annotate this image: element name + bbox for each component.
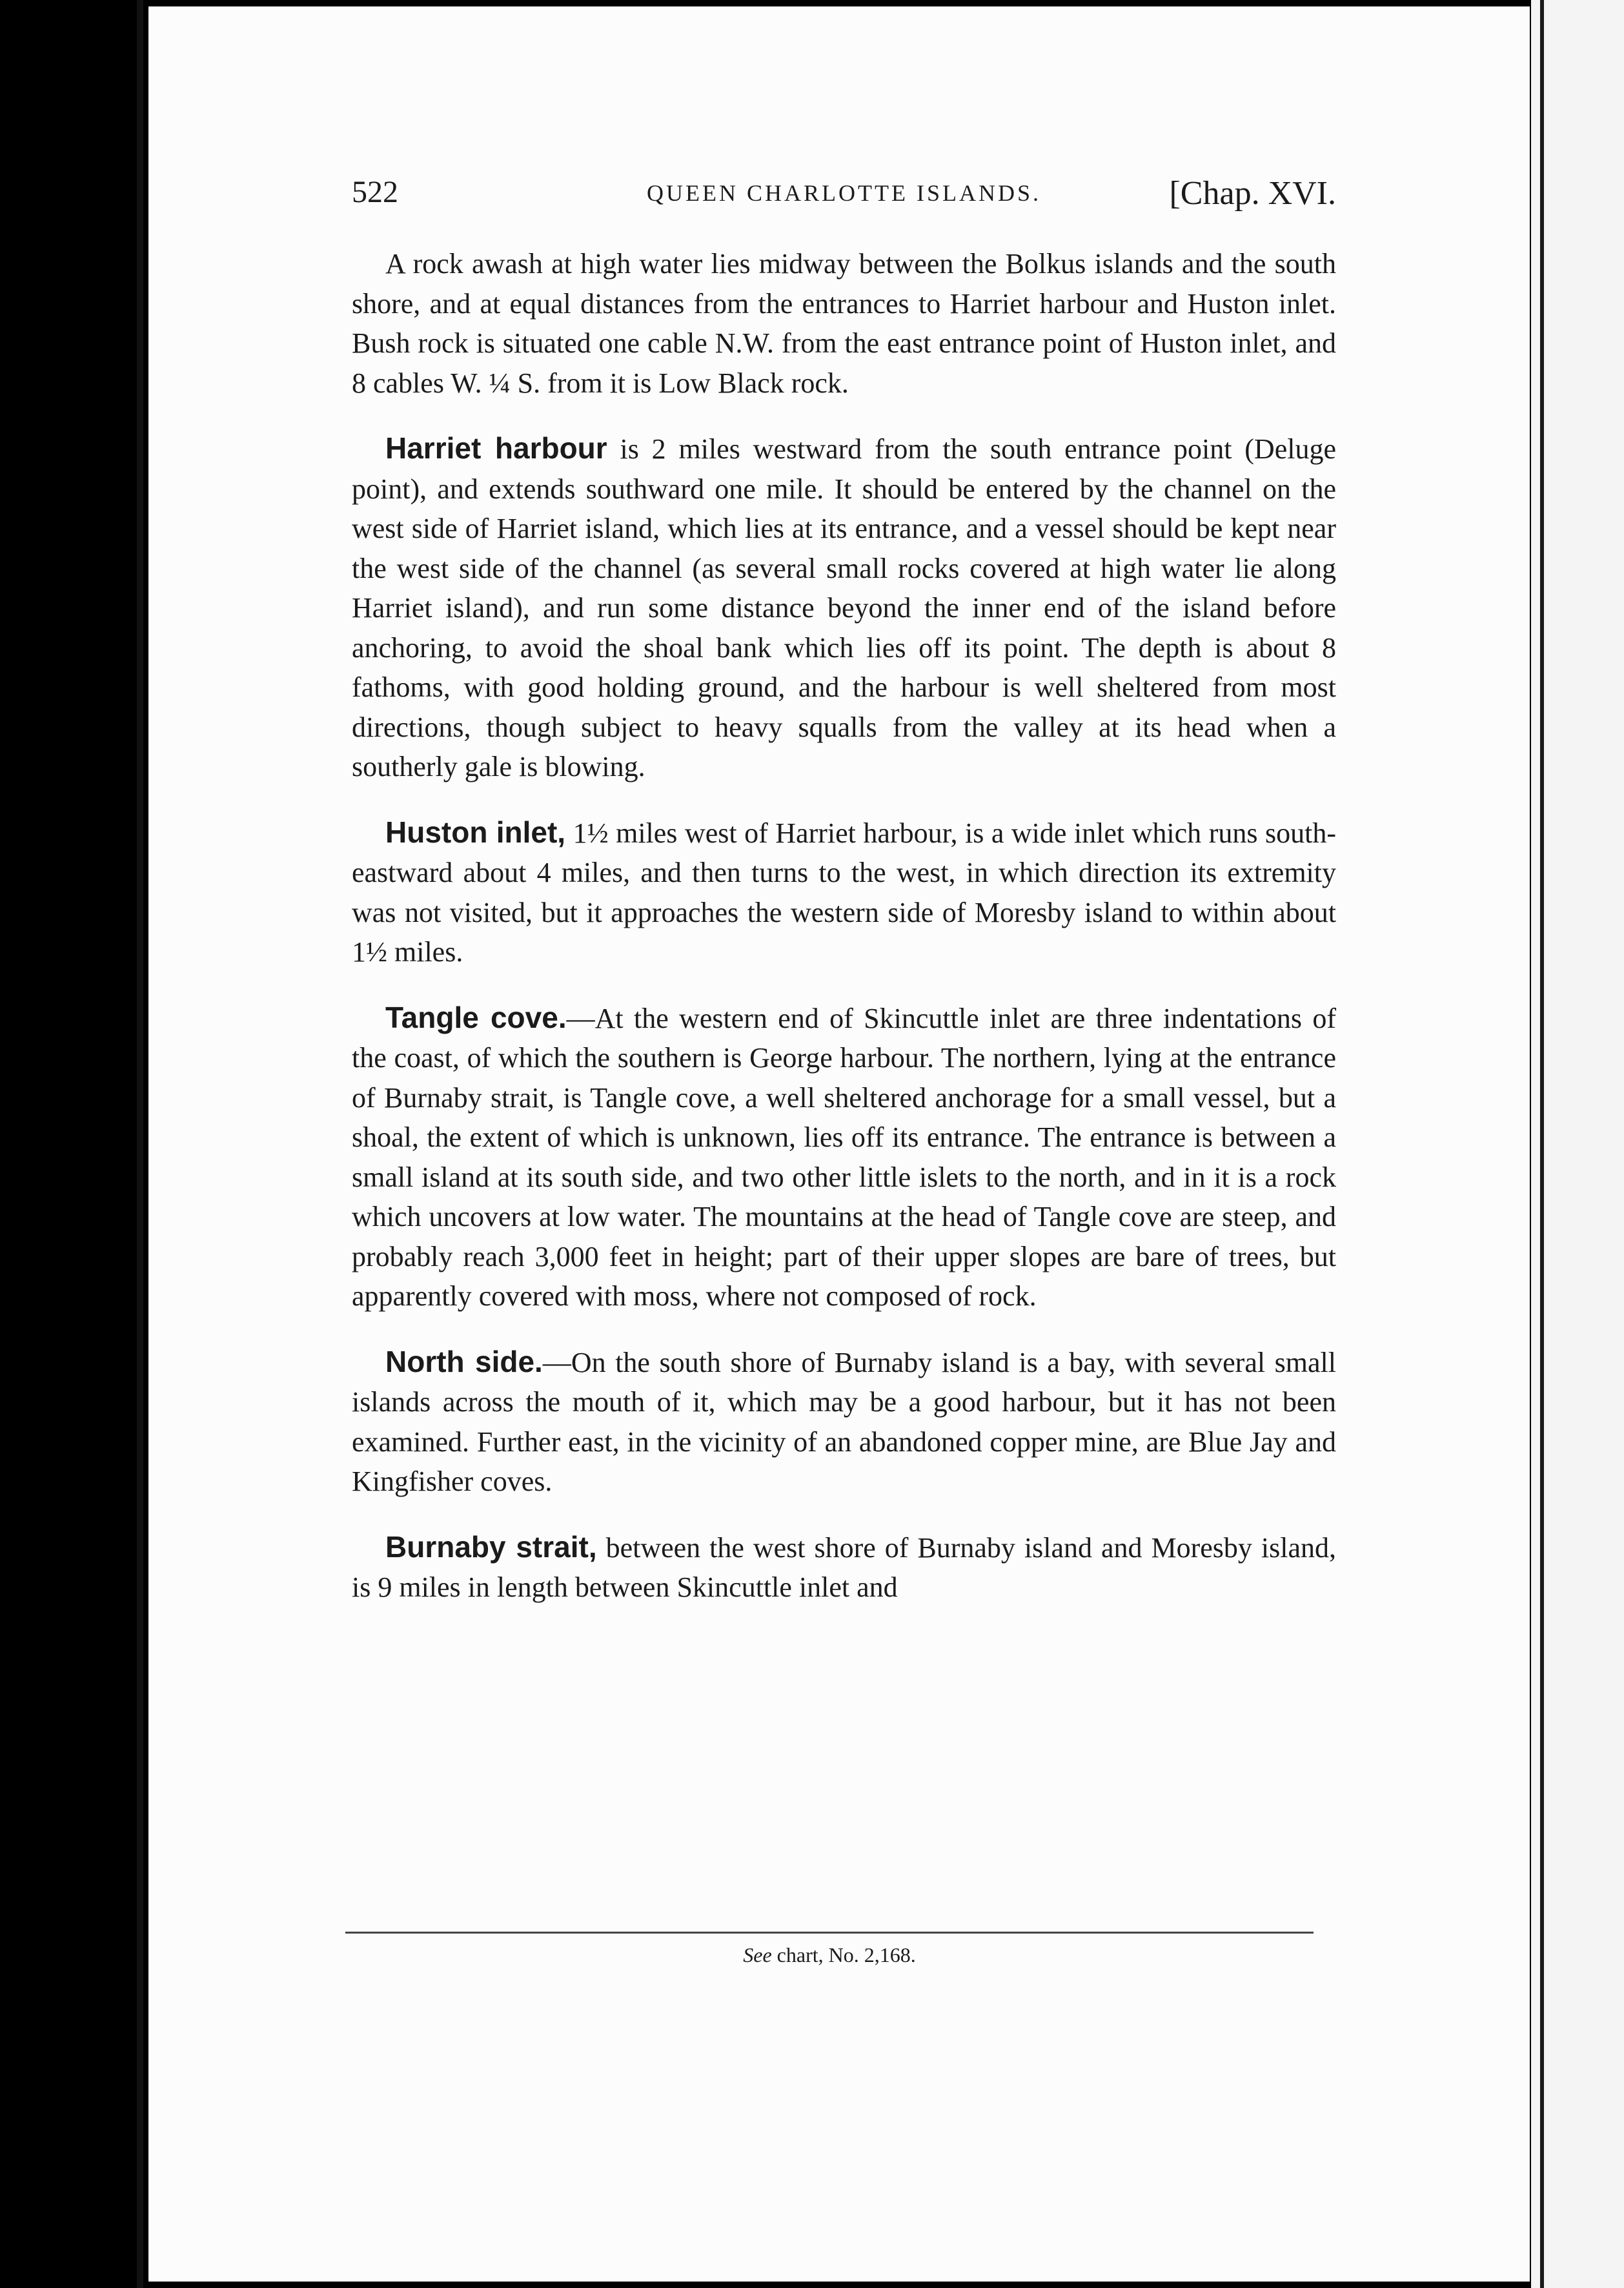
running-head: [352, 174, 1336, 220]
binding-shadow: [137, 0, 143, 2288]
paragraph-text: —On the south shore of Burnaby island is a bay, with several small islands across the mouth of it, which may be a good harbour, but it has not been examined. Further east, in the vicinity of an abandoned copper mine, are Blue Jay and Kingfisher coves.: [352, 1346, 1336, 1497]
text-column: [352, 174, 1336, 1608]
paragraph-burnaby-strait: [352, 1527, 1336, 1608]
paragraph-text: A rock awash at high water lies midway between the Bolkus islands and the south shore, and at equal distances from the entrances to Harriet harbour and Huston inlet. Bush rock is situated one cable N.W. from the east entrance point of Huston inlet, and 8 cables W. ¼ S. from it is Low Black rock.: [352, 248, 1336, 399]
next-page-edge: [1531, 0, 1624, 2288]
section-heading: Harriet harbour: [385, 431, 607, 465]
section-heading: Burnaby strait,: [385, 1529, 597, 1564]
paragraph-harriet-harbour: [352, 429, 1336, 787]
paragraph-text: 1½ miles west of Harriet harbour, is a wide inlet which runs south-eastward about 4 miles, and then turns to the west, in which direction its extremity was not visited, but it approaches the western side of Moresby island to within about 1½ miles.: [352, 817, 1336, 968]
footnote-see: See: [743, 1943, 772, 1966]
footnote: [345, 1943, 1314, 1967]
paragraph-north-side: [352, 1342, 1336, 1502]
paragraph-tangle-cove: [352, 998, 1336, 1316]
section-heading: Huston inlet,: [385, 815, 566, 849]
footnote-rule: [345, 1932, 1314, 1934]
section-heading: North side.: [385, 1344, 543, 1378]
running-head-title: QUEEN CHARLOTTE ISLANDS.: [647, 180, 1041, 206]
footnote-text: chart, No. 2,168.: [771, 1943, 916, 1966]
paragraph-text: —At the western end of Skincuttle inlet are three indentations of the coast, of which the southern is George harbour. The northern, lying at the entrance of Burnaby strait, is Tangle cove, a well sheltered anchorage for a small vessel, but a shoal, the extent of which is unknown, lies off its entrance. The entrance is between a small island at its south side, and two other little islets to the north, and in it is a rock which uncovers at low water. The mountains at the head of Tangle cove are steep, and probably reach 3,000 feet in height; part of their upper slopes are bare of trees, but apparently covered with moss, where not composed of rock.: [352, 1002, 1336, 1312]
chapter-label: [Chap. XVI.: [1169, 175, 1336, 212]
page-edge-line: [1540, 0, 1544, 2288]
section-heading: Tangle cove.: [385, 1000, 567, 1034]
page-number: 522: [352, 175, 398, 209]
paragraph-rocks: [352, 244, 1336, 403]
paragraph-huston-inlet: [352, 813, 1336, 972]
paragraph-text: is 2 miles westward from the south entrance point (Deluge point), and extends southward one mile. It should be entered by the channel on the west side of Harriet island, which lies at its entrance, and a vessel should be kept near the west side of the channel (as several small rocks covered at high water lie along Harriet island), and run some distance beyond the inner end of the island before anchoring, to avoid the shoal bank which lies off its point. The depth is about 8 fathoms, with good holding ground, and the harbour is well sheltered from most directions, though subject to heavy squalls from the valley at its head when a southerly gale is blowing.: [352, 433, 1336, 782]
paragraph-text: between the west shore of Burnaby island and Moresby island, is 9 miles in length between Skincuttle inlet and: [352, 1531, 1336, 1603]
